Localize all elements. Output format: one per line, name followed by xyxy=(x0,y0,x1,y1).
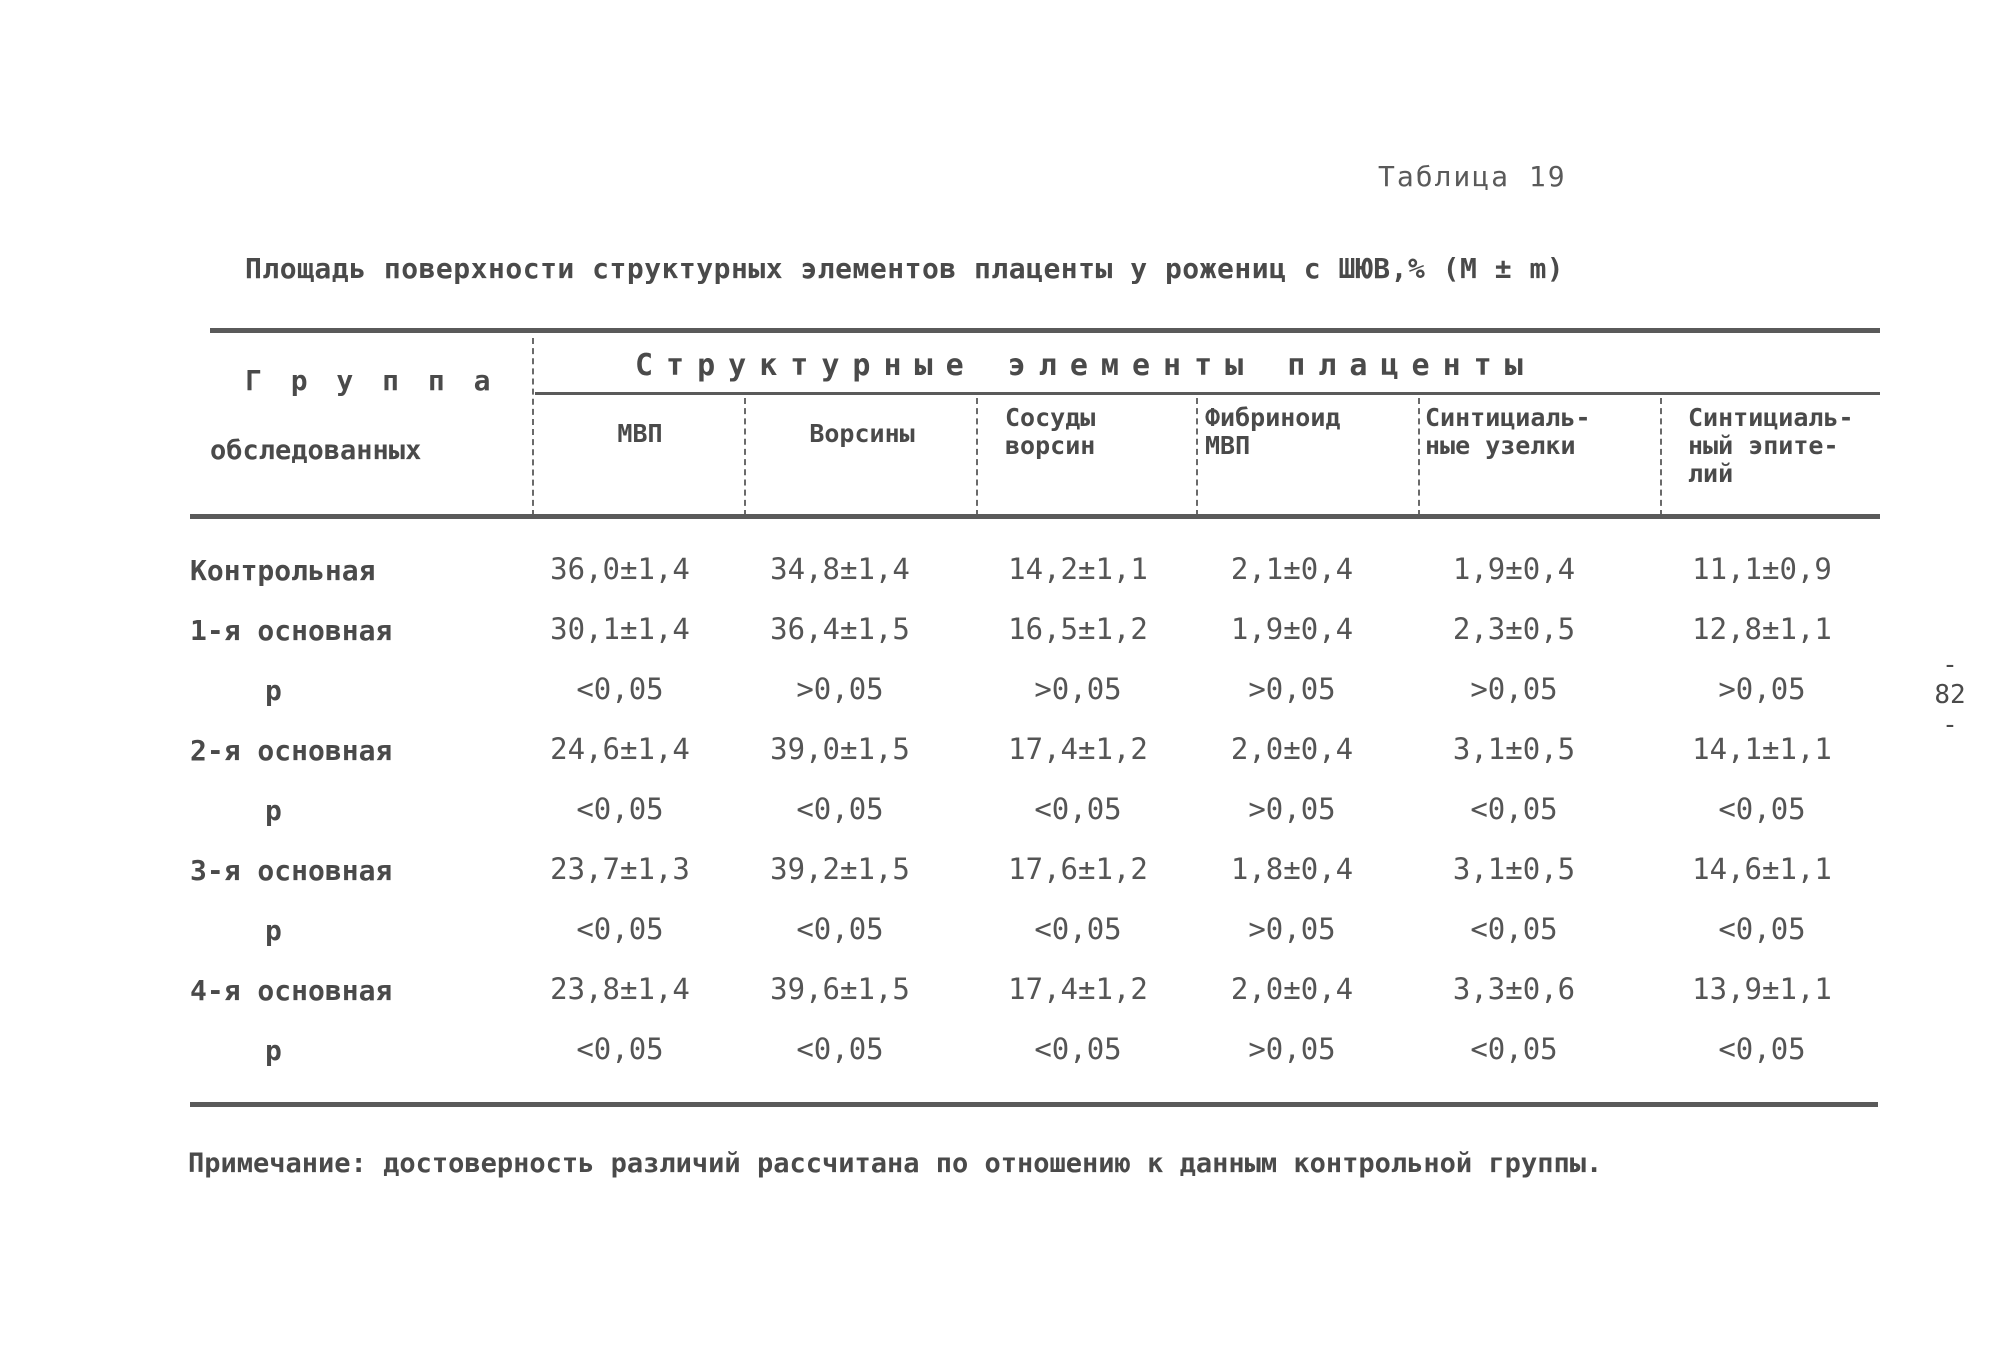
row-label-p: р xyxy=(265,674,282,707)
table-cell: 34,8±1,4 xyxy=(770,552,910,586)
table-cell: 16,5±1,2 xyxy=(1008,612,1148,646)
table-cell: <0,05 xyxy=(1718,912,1806,946)
table-cell: <0,05 xyxy=(576,792,664,826)
table-cell: 14,1±1,1 xyxy=(1692,732,1832,766)
table-cell: <0,05 xyxy=(576,672,664,706)
row-label-p: р xyxy=(265,1034,282,1067)
table-cell: 13,9±1,1 xyxy=(1692,972,1832,1006)
table-cell: <0,05 xyxy=(576,912,664,946)
table-cell: <0,05 xyxy=(1034,1032,1122,1066)
column-header-mvp: МВП xyxy=(617,419,663,448)
column-separator xyxy=(1660,398,1662,516)
table-note: Примечание: достоверность различий рассчитана по отношению к данным контрольной группы. xyxy=(188,1148,1603,1179)
subheader-rule xyxy=(535,392,1880,395)
column-header-syncytial-nodes: Синтициаль- ные узелки xyxy=(1425,403,1591,460)
table-cell: 1,9±0,4 xyxy=(1230,612,1354,646)
row-label-p: р xyxy=(265,794,282,827)
row-label: Контрольная xyxy=(190,554,376,587)
table-cell: <0,05 xyxy=(796,1032,884,1066)
table-cell: 36,0±1,4 xyxy=(550,552,690,586)
table-cell: >0,05 xyxy=(1718,672,1806,706)
table-cell: 14,2±1,1 xyxy=(1008,552,1148,586)
table-cell: 2,3±0,5 xyxy=(1452,612,1576,646)
table-cell: 12,8±1,1 xyxy=(1692,612,1832,646)
table-cell: 36,4±1,5 xyxy=(770,612,910,646)
row-label: 3-я основная xyxy=(190,854,393,887)
column-separator xyxy=(1196,398,1198,516)
header-bottom-rule xyxy=(190,514,1880,519)
table-cell: 11,1±0,9 xyxy=(1692,552,1832,586)
table-cell: >0,05 xyxy=(1470,672,1558,706)
row-label-p: р xyxy=(265,914,282,947)
table-cell: 39,2±1,5 xyxy=(770,852,910,886)
column-separator xyxy=(744,398,746,516)
table-cell: <0,05 xyxy=(796,792,884,826)
table-cell: 3,1±0,5 xyxy=(1452,852,1576,886)
table-cell: <0,05 xyxy=(1034,792,1122,826)
table-cell: 17,4±1,2 xyxy=(1008,972,1148,1006)
table-cell: <0,05 xyxy=(1718,1032,1806,1066)
table-cell: 3,1±0,5 xyxy=(1452,732,1576,766)
table-cell: <0,05 xyxy=(576,1032,664,1066)
row-label: 4-я основная xyxy=(190,974,393,1007)
table-cell: >0,05 xyxy=(1248,912,1336,946)
table-cell: 3,3±0,6 xyxy=(1452,972,1576,1006)
column-separator xyxy=(1418,398,1420,516)
table-cell: >0,05 xyxy=(1248,792,1336,826)
table-cell: >0,05 xyxy=(1248,672,1336,706)
table-cell: <0,05 xyxy=(1034,912,1122,946)
structural-elements-title: Структурные элементы плаценты xyxy=(635,348,1536,383)
group-header-line2: обследованных xyxy=(210,435,422,466)
table-cell: 39,6±1,5 xyxy=(770,972,910,1006)
table-cell: 17,4±1,2 xyxy=(1008,732,1148,766)
side-page-number: - 82 - xyxy=(1934,650,1966,740)
table-cell: 23,7±1,3 xyxy=(550,852,690,886)
table-cell: <0,05 xyxy=(1470,1032,1558,1066)
column-separator xyxy=(532,338,534,516)
table-cell: 17,6±1,2 xyxy=(1008,852,1148,886)
table-cell: 1,8±0,4 xyxy=(1230,852,1354,886)
table-cell: 39,0±1,5 xyxy=(770,732,910,766)
table-cell: >0,05 xyxy=(1248,1032,1336,1066)
table-cell: 1,9±0,4 xyxy=(1452,552,1576,586)
table-label: Таблица 19 xyxy=(1378,160,1567,193)
table-cell: >0,05 xyxy=(796,672,884,706)
table-caption: Площадь поверхности структурных элементов плаценты у рожениц с ШЮВ,% (М ± m) xyxy=(245,252,1565,285)
column-header-syncytial-epithelium: Синтициаль- ный эпите- лий xyxy=(1688,403,1854,488)
column-separator xyxy=(976,398,978,516)
row-label: 1-я основная xyxy=(190,614,393,647)
table-cell: <0,05 xyxy=(1470,792,1558,826)
table-cell: 23,8±1,4 xyxy=(550,972,690,1006)
table-cell: 14,6±1,1 xyxy=(1692,852,1832,886)
table-cell: 2,0±0,4 xyxy=(1230,972,1354,1006)
table-cell: >0,05 xyxy=(1034,672,1122,706)
bottom-rule xyxy=(190,1102,1878,1107)
table-cell: <0,05 xyxy=(1470,912,1558,946)
table-cell: 2,1±0,4 xyxy=(1230,552,1354,586)
table-cell: <0,05 xyxy=(796,912,884,946)
table-cell: 24,6±1,4 xyxy=(550,732,690,766)
table-cell: <0,05 xyxy=(1718,792,1806,826)
top-rule xyxy=(210,328,1880,333)
column-header-villi: Ворсины xyxy=(809,419,915,448)
table-cell: 2,0±0,4 xyxy=(1230,732,1354,766)
column-header-fibrinoid: Фибриноид МВП xyxy=(1205,403,1341,460)
column-header-villi-vessels: Сосуды ворсин xyxy=(1005,403,1096,460)
group-header-line1: Г р у п п а xyxy=(245,364,497,397)
row-label: 2-я основная xyxy=(190,734,393,767)
table-cell: 30,1±1,4 xyxy=(550,612,690,646)
